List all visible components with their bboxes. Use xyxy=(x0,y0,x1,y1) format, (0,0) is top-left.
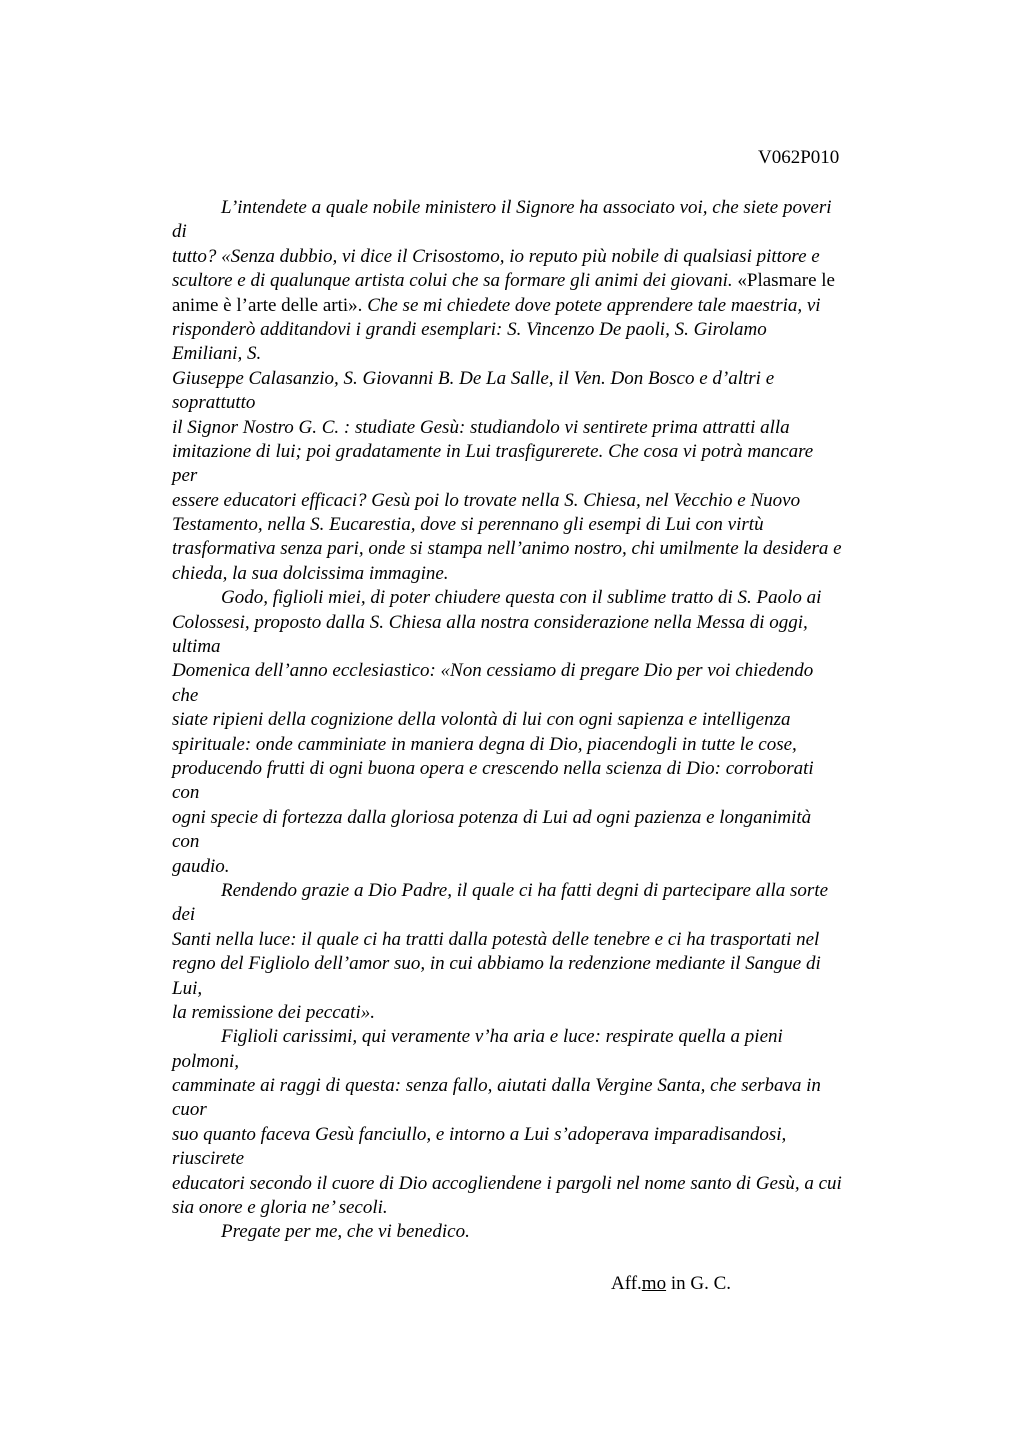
text-segment: Rendendo grazie a Dio Padre, il quale ci ha fatti degni di partecipare alla sorte xyxy=(221,879,829,901)
text-line xyxy=(172,928,932,952)
text-segment: soprattutto xyxy=(172,392,256,414)
text-segment: risponderò additandovi i grandi esemplari: S. Vincenzo De paoli, S. Girolamo xyxy=(172,318,767,340)
text-line xyxy=(172,318,932,342)
text-line xyxy=(172,562,932,586)
text-segment: Giuseppe Calasanzio, S. Giovanni B. De La Salle, il Ven. Don Bosco e d’altri e xyxy=(172,367,775,389)
text-line xyxy=(172,342,932,366)
text-segment: Godo, figlioli miei, di poter chiudere questa con il sublime tratto di S. Paolo ai xyxy=(221,587,822,609)
text-line xyxy=(172,855,932,879)
text-segment: polmoni, xyxy=(172,1050,240,1072)
text-line xyxy=(172,1196,932,1220)
text-segment: sia onore e gloria ne’ secoli. xyxy=(172,1197,388,1219)
text-line xyxy=(172,513,932,537)
text-segment: scultore e di qualunque artista colui che sa formare gli animi dei giovani. xyxy=(172,270,738,292)
text-line xyxy=(172,977,932,1001)
text-line xyxy=(172,684,932,708)
closing-signature xyxy=(611,1272,731,1296)
text-segment: suo quanto faceva Gesù fanciullo, e intorno a Lui s’adoperava imparadisandosi, xyxy=(172,1123,787,1145)
closing-prefix: Aff. xyxy=(611,1273,642,1294)
text-line xyxy=(172,1220,932,1244)
text-segment: camminate ai raggi di questa: senza fallo, aiutati dalla Vergine Santa, che serbava in xyxy=(172,1075,821,1097)
text-segment: gaudio. xyxy=(172,855,230,877)
text-line xyxy=(172,367,932,391)
text-line xyxy=(172,1074,932,1098)
text-segment: Figlioli carissimi, qui veramente v’ha aria e luce: respirate quella a pieni xyxy=(221,1026,783,1048)
text-line xyxy=(172,220,932,244)
text-segment: producendo frutti di ogni buona opera e crescendo nella scienza di Dio: corroborati xyxy=(172,757,814,779)
text-line xyxy=(172,806,932,830)
text-segment: il Signor Nostro G. C. : studiate Gesù: studiandolo vi sentirete prima attratti alla xyxy=(172,416,790,438)
text-segment: tutto? «Senza dubbio, vi dice il Crisostomo, io reputo più nobile di qualsiasi pittore e xyxy=(172,245,820,267)
text-segment: Testamento, nella S. Eucarestia, dove si perennano gli esempi di Lui con virtù xyxy=(172,514,764,536)
text-segment: Lui, xyxy=(172,977,203,999)
text-segment: con xyxy=(172,782,200,804)
page-code: V062P010 xyxy=(758,147,840,168)
text-line xyxy=(172,781,932,805)
text-segment: di xyxy=(172,221,187,243)
text-segment: chieda, la sua dolcissima immagine. xyxy=(172,562,449,584)
text-segment: la remissione dei peccati». xyxy=(172,1001,375,1023)
text-segment: imitazione di lui; poi gradatamente in Lui trasfigurerete. Che cosa vi potrà mancare xyxy=(172,440,814,462)
text-segment: Pregate per me, che vi benedico. xyxy=(221,1221,470,1243)
text-segment: regno del Figliolo dell’amor suo, in cui abbiamo la redenzione mediante il Sangue di xyxy=(172,953,821,975)
text-line xyxy=(172,1001,932,1025)
letter-body xyxy=(172,196,932,1245)
text-line xyxy=(172,245,932,269)
text-segment: con xyxy=(172,831,200,853)
text-line xyxy=(172,294,932,318)
text-line xyxy=(172,586,932,610)
text-line xyxy=(172,1098,932,1122)
text-line xyxy=(172,269,932,293)
text-line xyxy=(172,391,932,415)
text-line xyxy=(172,659,932,683)
text-segment: per xyxy=(172,465,198,487)
text-segment: siate ripieni della cognizione della volontà di lui con ogni sapienza e intelligenza xyxy=(172,709,791,731)
text-segment: essere educatori efficaci? Gesù poi lo trovate nella S. Chiesa, nel Vecchio e Nuovo xyxy=(172,489,801,511)
text-segment: Che se mi chiedete dove potete apprendere tale maestria, vi xyxy=(367,294,821,316)
text-line xyxy=(172,537,932,561)
text-segment: cuor xyxy=(172,1099,207,1121)
closing-underlined: mo xyxy=(641,1273,667,1294)
text-line xyxy=(172,733,932,757)
text-line xyxy=(172,879,932,903)
text-line xyxy=(172,1050,932,1074)
text-segment: che xyxy=(172,684,199,706)
text-segment: L’intendete a quale nobile ministero il Signore ha associato voi, che siete poveri xyxy=(221,197,832,218)
text-line xyxy=(172,952,932,976)
closing-suffix: in G. C. xyxy=(666,1273,732,1294)
text-line xyxy=(172,1025,932,1049)
text-line xyxy=(172,757,932,781)
text-line xyxy=(172,489,932,513)
text-line xyxy=(172,708,932,732)
text-line xyxy=(172,464,932,488)
text-segment: anime è l’arte delle arti». xyxy=(172,294,368,316)
text-segment: «Plasmare le xyxy=(737,270,835,292)
text-segment: Colossesi, proposto dalla S. Chiesa alla nostra considerazione nella Messa di oggi, xyxy=(172,611,808,633)
text-segment: riuscirete xyxy=(172,1148,245,1170)
text-line xyxy=(172,1123,932,1147)
text-segment: educatori secondo il cuore di Dio accogliendene i pargoli nel nome santo di Gesù, a cui xyxy=(172,1172,842,1194)
text-segment: spirituale: onde camminiate in maniera degna di Dio, piacendogli in tutte le cose, xyxy=(172,733,797,755)
text-line xyxy=(172,196,932,220)
text-segment: ogni specie di fortezza dalla gloriosa potenza di Lui ad ogni pazienza e longanimità xyxy=(172,806,812,828)
text-line xyxy=(172,416,932,440)
text-line xyxy=(172,635,932,659)
text-line xyxy=(172,1172,932,1196)
text-segment: dei xyxy=(172,904,196,926)
text-line xyxy=(172,830,932,854)
text-segment: trasformativa senza pari, onde si stampa nell’animo nostro, chi umilmente la desidera e xyxy=(172,538,842,560)
text-line xyxy=(172,903,932,927)
text-line xyxy=(172,440,932,464)
text-line xyxy=(172,611,932,635)
text-segment: Domenica dell’anno ecclesiastico: «Non cessiamo di pregare Dio per voi chiedendo xyxy=(172,660,814,682)
text-segment: ultima xyxy=(172,636,221,658)
text-line xyxy=(172,1147,932,1171)
text-segment: Santi nella luce: il quale ci ha tratti dalla potestà delle tenebre e ci ha trasportati nel xyxy=(172,928,820,950)
text-segment: Emiliani, S. xyxy=(172,343,262,365)
